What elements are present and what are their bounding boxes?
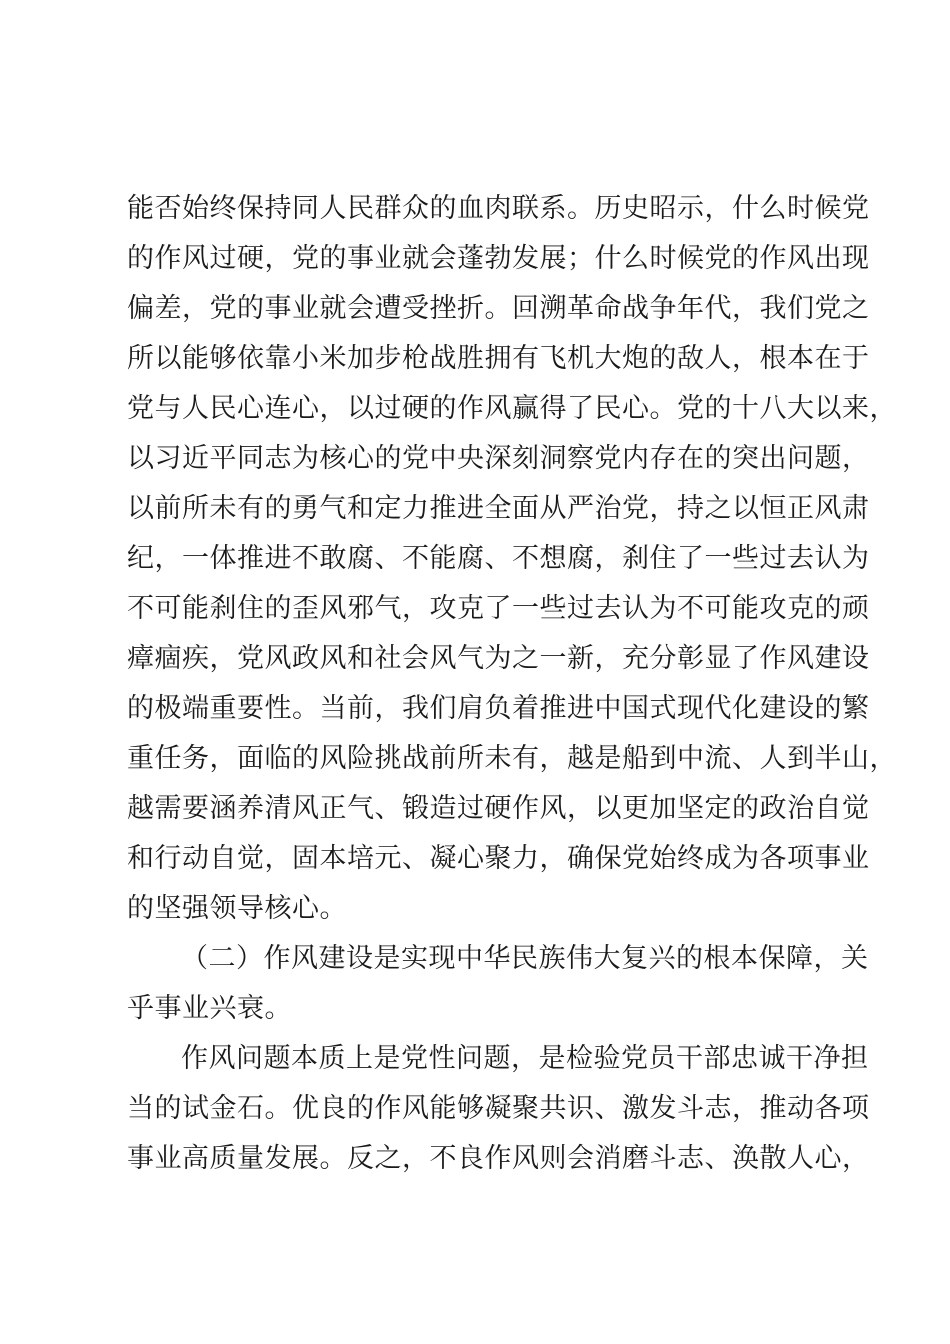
section-heading-line: （二）作风建设是实现中华民族伟大复兴的根本保障，关 [181, 943, 869, 974]
text-line: 事业高质量发展。反之，不良作风则会消磨斗志、涣散人心， [127, 1143, 870, 1174]
text-line: 的极端重要性。当前，我们肩负着推进中国式现代化建设的繁 [127, 693, 870, 724]
text-line: 能否始终保持同人民群众的血肉联系。历史昭示，什么时候党 [127, 193, 870, 224]
body-text [127, 184, 897, 1184]
text-line: 重任务，面临的风险挑战前所未有，越是船到中流、人到半山， [127, 743, 897, 774]
text-line: 的作风过硬，党的事业就会蓬勃发展；什么时候党的作风出现 [127, 243, 870, 274]
text-line: 所以能够依靠小米加步枪战胜拥有飞机大炮的敌人，根本在于 [127, 343, 870, 374]
section-heading-line: 乎事业兴衰。 [127, 993, 292, 1024]
text-line: 和行动自觉，固本培元、凝心聚力，确保党始终成为各项事业 [127, 843, 870, 874]
text-line: 偏差，党的事业就会遭受挫折。回溯革命战争年代，我们党之 [127, 293, 870, 324]
text-line: 的坚强领导核心。 [127, 893, 347, 924]
text-line: 纪，一体推进不敢腐、不能腐、不想腐，刹住了一些过去认为 [127, 543, 870, 574]
text-line: 以前所未有的勇气和定力推进全面从严治党，持之以恒正风肃 [127, 493, 870, 524]
text-line: 以习近平同志为核心的党中央深刻洞察党内存在的突出问题， [127, 443, 870, 474]
text-line: 不可能刹住的歪风邪气，攻克了一些过去认为不可能攻克的顽 [127, 593, 870, 624]
text-line: 党与人民心连心，以过硬的作风赢得了民心。党的十八大以来， [127, 393, 897, 424]
text-line: 越需要涵养清风正气、锻造过硬作风，以更加坚定的政治自觉 [127, 793, 870, 824]
text-line: 当的试金石。优良的作风能够凝聚共识、激发斗志，推动各项 [127, 1093, 870, 1124]
text-line: 瘴痼疾，党风政风和社会风气为之一新，充分彰显了作风建设 [127, 643, 870, 674]
text-line: 作风问题本质上是党性问题，是检验党员干部忠诚干净担 [181, 1043, 869, 1074]
